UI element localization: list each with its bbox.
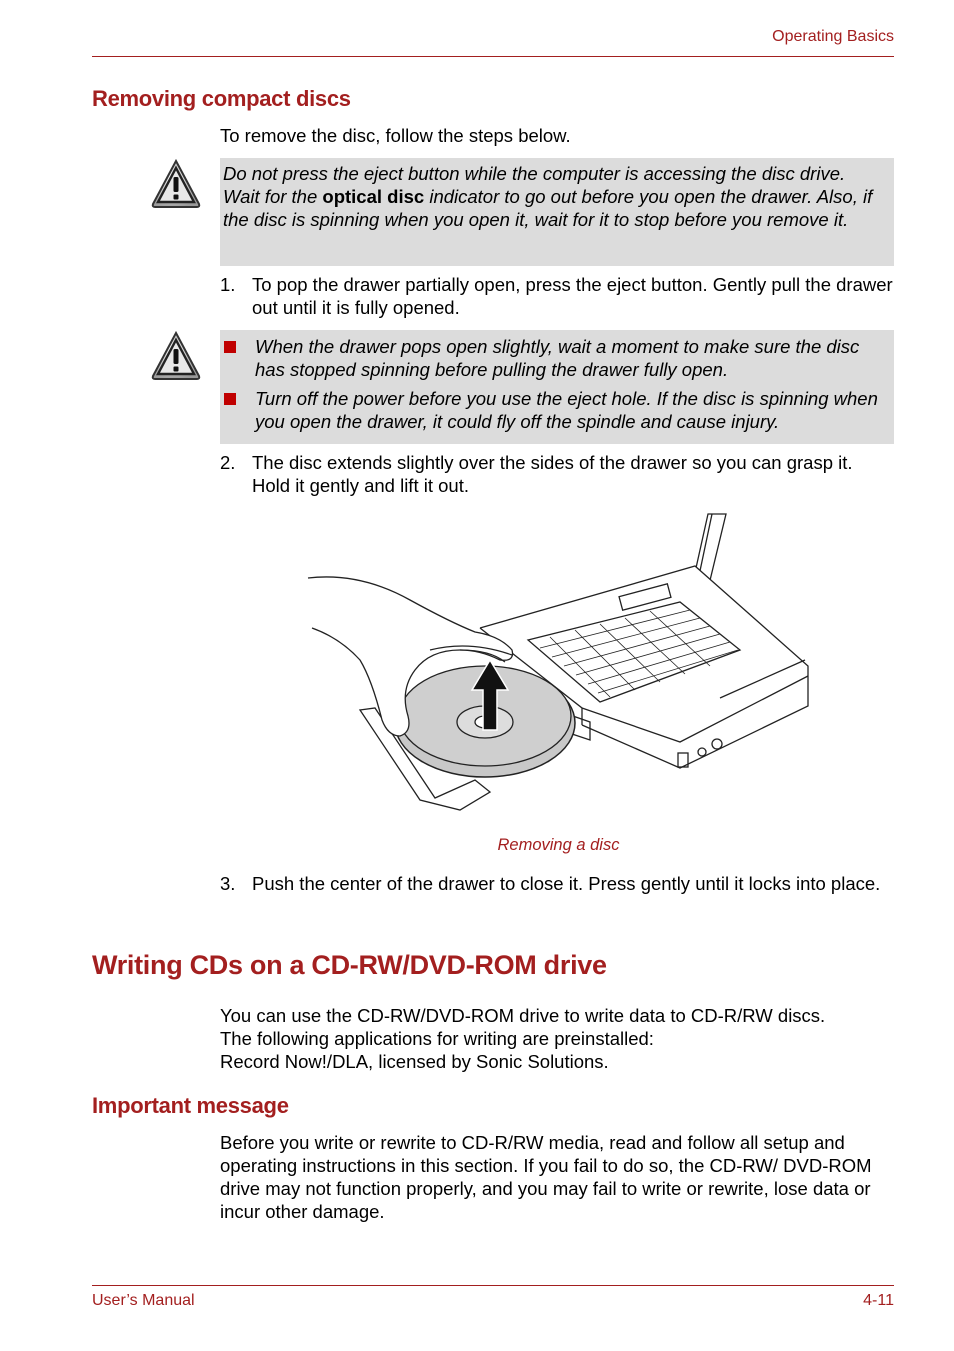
- footer-rule: [92, 1285, 894, 1286]
- step-text-3: Push the center of the drawer to close it. Press gently until it locks into place.: [252, 873, 881, 894]
- caution-text-part1: Do not press the eject button while the computer is accessing the disc drive. Wait for the: [223, 163, 846, 207]
- step-number-3: 3.: [220, 873, 236, 894]
- removing-disc-illustration: [300, 510, 815, 825]
- writing-para: [220, 1004, 894, 1073]
- writing-line-3: Record Now!/DLA, licensed by Sonic Solutions.: [220, 1051, 609, 1072]
- important-para: Before you write or rewrite to CD-R/RW media, read and follow all setup and operating instructions in this section. If you fail to do so, the CD-RW/ DVD-ROM drive may not function properly, and you may fail to write or rewrite, lose data or incur other damage.: [220, 1132, 872, 1222]
- caution-note-2: [220, 330, 894, 444]
- writing-line-1: You can use the CD-RW/DVD-ROM drive to write data to CD-R/RW discs.: [220, 1005, 826, 1026]
- removing-intro: To remove the disc, follow the steps below.: [220, 125, 571, 146]
- step-number-1: 1.: [220, 274, 236, 295]
- caution-text-part2: indicator to go out before you open the drawer. Also, if the disc is spinning when you open it, wait for it to stop before you remove it.: [223, 186, 873, 230]
- footer-manual-title: User’s Manual: [92, 1292, 195, 1309]
- step-number-2: 2.: [220, 452, 236, 473]
- bullet-square-icon: [224, 393, 236, 405]
- footer-page-number: 4-11: [863, 1292, 894, 1309]
- optical-disc-term: optical disc: [322, 186, 425, 207]
- warning-triangle-icon: [150, 330, 202, 382]
- bullet-square-icon: [224, 341, 236, 353]
- warning-triangle-icon: [150, 158, 202, 210]
- caution-note-1: [220, 158, 894, 266]
- writing-line-2: The following applications for writing are preinstalled:: [220, 1028, 654, 1049]
- caution-bullet-1: When the drawer pops open slightly, wait a moment to make sure the disc has stopped spinning before pulling the drawer fully open.: [255, 336, 860, 380]
- section-heading-important: Important message: [92, 1093, 289, 1118]
- running-header: Operating Basics: [772, 28, 894, 45]
- figure-caption: Removing a disc: [497, 836, 620, 854]
- caution-note-1-text: [223, 162, 884, 231]
- step-text-2: The disc extends slightly over the sides of the drawer so you can grasp it. Hold it gently and lift it out.: [252, 452, 853, 496]
- chapter-heading-writing: Writing CDs on a CD-RW/DVD-ROM drive: [92, 950, 607, 980]
- header-rule: [92, 56, 894, 57]
- section-heading-removing: Removing compact discs: [92, 86, 351, 111]
- step-text-1: To pop the drawer partially open, press the eject button. Gently pull the drawer out until it is fully opened.: [252, 274, 893, 318]
- caution-bullet-2: Turn off the power before you use the eject hole. If the disc is spinning when you open the drawer, it could fly off the spindle and cause injury.: [255, 388, 878, 432]
